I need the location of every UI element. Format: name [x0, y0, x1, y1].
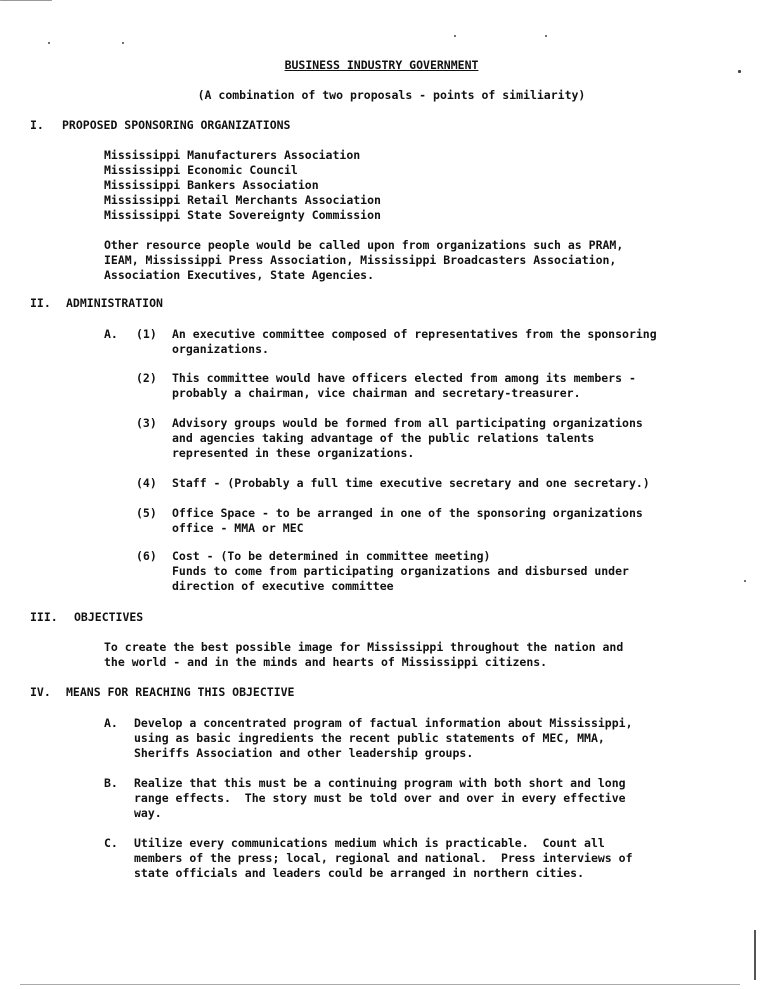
item-number: (3): [136, 416, 157, 430]
item-text-line: This committee would have officers elected from among its members -: [172, 371, 636, 385]
item-text-line: represented in these organizations.: [172, 446, 415, 460]
item-letter: A.: [104, 716, 118, 730]
resource-note-line: Other resource people would be called upon from organizations such as PRAM,: [104, 238, 624, 252]
item-text-line: probably a chairman, vice chairman and secretary-treasurer.: [172, 386, 581, 400]
item-text-line: and agencies taking advantage of the public relations talents: [172, 431, 595, 445]
organization-item: Mississippi Manufacturers Association: [104, 148, 361, 162]
organization-item: Mississippi State Sovereignty Commission: [104, 208, 381, 222]
item-text-line: direction of executive committee: [172, 579, 394, 593]
resource-note-line: Association Executives, State Agencies.: [104, 268, 375, 282]
item-text-line: Sheriffs Association and other leadership groups.: [134, 746, 474, 760]
item-text-line: Realize that this must be a continuing program with both short and long: [134, 776, 626, 790]
scan-edge-right: [754, 930, 756, 980]
item-number: (4): [136, 476, 157, 490]
item-number: (2): [136, 371, 157, 385]
section-numeral: III.: [30, 610, 58, 624]
item-number: (6): [136, 549, 157, 563]
section-numeral: I.: [30, 118, 44, 132]
document-title: BUSINESS INDUSTRY GOVERNMENT: [284, 58, 479, 72]
item-text-line: members of the press; local, regional and national. Press interviews of: [134, 851, 633, 865]
organization-item: Mississippi Retail Merchants Association: [104, 193, 381, 207]
item-text-line: using as basic ingredients the recent public statements of MEC, MMA,: [134, 731, 605, 745]
section-heading: ADMINISTRATION: [66, 296, 163, 310]
item-letter: C.: [104, 836, 118, 850]
resource-note-line: IEAM, Mississippi Press Association, Mississippi Broadcasters Association,: [104, 253, 617, 267]
section-heading: MEANS FOR REACHING THIS OBJECTIVE: [66, 685, 295, 699]
organization-item: Mississippi Economic Council: [104, 163, 298, 177]
item-text-line: Utilize every communications medium which is practicable. Count all: [134, 836, 605, 850]
item-number: (1): [136, 327, 157, 341]
section-numeral: IV.: [30, 685, 51, 699]
section-numeral: II.: [30, 296, 51, 310]
item-text-line: range effects. The story must be told over and over in every effective: [134, 791, 626, 805]
item-text-line: An executive committee composed of representatives from the sponsoring: [172, 327, 657, 341]
item-text-line: Funds to come from participating organizations and disbursed under: [172, 564, 629, 578]
item-text-line: Staff - (Probably a full time executive secretary and one secretary.): [172, 476, 650, 490]
item-text-line: state officials and leaders could be arranged in northern cities.: [134, 866, 585, 880]
item-letter: A.: [104, 327, 118, 341]
objective-line: To create the best possible image for Mississippi throughout the nation and: [104, 640, 624, 654]
organization-item: Mississippi Bankers Association: [104, 178, 319, 192]
section-heading: OBJECTIVES: [74, 610, 144, 624]
item-text-line: organizations.: [172, 342, 269, 356]
item-text-line: way.: [134, 806, 162, 820]
item-text-line: Office Space - to be arranged in one of the sponsoring organizations: [172, 506, 643, 520]
item-number: (5): [136, 506, 157, 520]
item-text-line: Cost - (To be determined in committee meeting): [172, 549, 491, 563]
item-text-line: Advisory groups would be formed from all participating organizations: [172, 416, 643, 430]
item-text-line: Develop a concentrated program of factual information about Mississippi,: [134, 716, 633, 730]
document-subtitle: (A combination of two proposals - points of similiarity): [197, 88, 586, 102]
item-letter: B.: [104, 776, 118, 790]
section-heading: PROPOSED SPONSORING ORGANIZATIONS: [62, 118, 291, 132]
scan-edge-bottom: [20, 984, 740, 985]
item-text-line: office - MMA or MEC: [172, 521, 304, 535]
objective-line: the world - and in the minds and hearts of Mississippi citizens.: [104, 655, 548, 669]
